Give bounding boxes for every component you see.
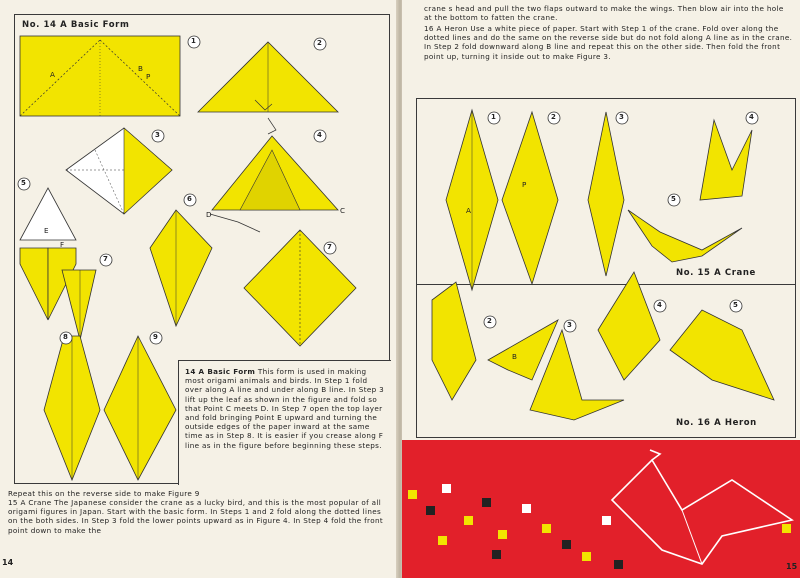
step-7a-figure	[20, 188, 76, 320]
caption-title: 14 A Basic Form	[185, 367, 256, 376]
page-number: 15	[786, 562, 798, 571]
heron-text: 16 A Heron Use a white piece of paper. Start with Step 1 of the crane. Fold over along the dotted lines and do the same on the reverse side but do not fold along A line as in the crane. In Step 2 fold downward along B line and repeat this on the other side. Then fold the front point up, turning it inside out to make Figure 3.	[424, 24, 793, 61]
caption-box	[178, 360, 391, 485]
step-number: 9	[153, 333, 159, 341]
step-number: 3	[155, 131, 161, 139]
step-8-figure	[44, 336, 100, 480]
step-number: 2	[317, 39, 323, 47]
step-number: 5	[671, 195, 677, 203]
fold-label: F	[60, 240, 65, 249]
fold-label: A	[466, 206, 472, 215]
step-number: 7	[103, 255, 109, 263]
frame-title: No. 14 A Basic Form	[22, 20, 130, 30]
step-number: 4	[317, 131, 323, 139]
fold-label: P	[146, 72, 151, 81]
step-2-figure	[198, 42, 338, 112]
heron-label: No. 16 A Heron	[676, 418, 757, 428]
step-number: 6	[187, 195, 193, 203]
step-1-figure	[20, 36, 180, 116]
red-illustration-panel	[402, 440, 800, 578]
step-number: 8	[63, 333, 69, 341]
step-9-figure	[104, 336, 176, 480]
fold-label: A	[50, 70, 56, 79]
bottom-text-1: Repeat this on the reverse side to make Figure 9	[8, 489, 200, 498]
step-number: 5	[21, 179, 27, 187]
crane-continuation-text: crane s head and pull the two flaps outward to make the wings. Then blow air into the hole at the bottom to fatten the crane.	[424, 4, 784, 23]
fold-label: D	[206, 210, 212, 219]
step-number: 3	[619, 113, 625, 121]
heron-steps	[432, 272, 774, 420]
white-crane-illustration	[402, 440, 800, 578]
step-number: 2	[551, 113, 557, 121]
step-4-figure	[244, 230, 356, 346]
step-number: 4	[657, 301, 663, 309]
bottom-text-2: 15 A Crane The Japanese consider the crane as a lucky bird, and this is the most popular of all origami figures in Japan. Start with the basic form. In Steps 1 and 2 fold along the dotted lines on the both sides. In Step 3 fold the lower points upward as in Figure 4. In Step 4 fold the front point down to make the	[8, 498, 384, 535]
caption-text	[185, 367, 385, 450]
step-number: 1	[491, 113, 497, 121]
fold-label: E	[44, 226, 49, 235]
caption-body: This form is used in making most origami animals and birds. In Step 1 fold over along A line and under along B line. In Step 3 lift up the leaf as shown in the figure and fold so that Point C meets D. In Step 7 open the top layer and fold bringing Point E upward and turning the outside edges of the paper inward at the same time as in Step 8. It is easier if you crease along F line as in the figure before beginning these steps.	[185, 367, 385, 450]
fold-label: B	[138, 64, 144, 73]
step-number: 5	[733, 301, 739, 309]
fold-label: B	[512, 352, 518, 361]
step-number: 7	[327, 243, 333, 251]
step-number: 3	[567, 321, 573, 329]
step-number: 2	[487, 317, 493, 325]
step-6-figure	[150, 210, 260, 326]
fold-label: P	[522, 180, 527, 189]
left-page	[0, 0, 398, 578]
step-number: 4	[749, 113, 755, 121]
right-page	[402, 0, 800, 578]
step-number: 1	[191, 37, 197, 45]
page-number: 14	[2, 558, 14, 567]
fold-label: C	[340, 206, 346, 215]
crane-steps	[446, 110, 755, 290]
crane-label: No. 15 A Crane	[676, 268, 756, 278]
step-7b-figure	[62, 270, 96, 340]
